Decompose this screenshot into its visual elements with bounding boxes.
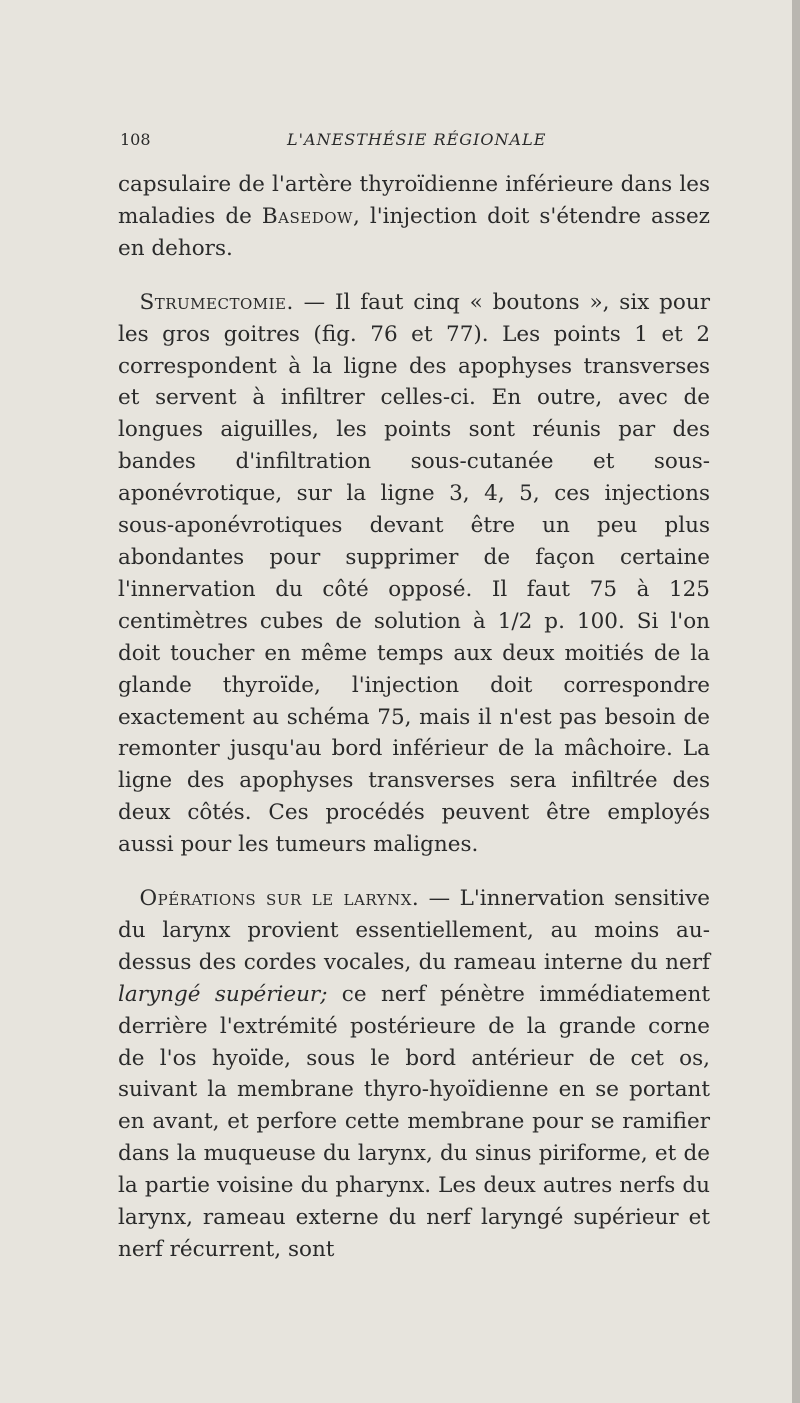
running-head xyxy=(120,130,710,154)
body-text xyxy=(118,169,710,1266)
paragraph-text: ce nerf pénètre immédiatement derrière l'extrémité postérieure de la grande corne de l'os hyoïde, sous le bord antérieur de cet os, suivant la membrane thyro-hyoïdienne en se portant en avant, et perfore cette membrane pour se ramifier dans la muqueuse du larynx, du sinus piriforme, et de la partie voisine du pharynx. Les deux autres nerfs du larynx, rameau externe du nerf laryngé supérieur et nerf récurrent, sont xyxy=(118,981,710,1262)
paragraph-strumectomie xyxy=(118,287,710,861)
paragraph-text: — Il faut cinq « boutons », six pour les gros goitres (fig. 76 et 77). Les points 1 et 2 correspondent à la ligne des apophyses transverses et servent à infiltrer celles-ci. En outre, avec de longues aiguilles, les points sont réunis par des bandes d'infiltration sous-cutanée et sous-aponévrotique, sur la ligne 3, 4, 5, ces injections sous-aponévrotiques devant être un peu plus abondantes pour supprimer de façon certaine l'innervation du côté opposé. Il faut 75 à 125 centimètres cubes de solution à 1/2 p. 100. Si l'on doit toucher en même temps aux deux moitiés de la glande thyroïde, l'injection doit correspondre exactement au schéma 75, mais il n'est pas besoin de remonter jusqu'au bord inférieur de la mâchoire. La ligne des apophyses transverses sera infiltrée des deux côtés. Ces procédés peuvent être employés aussi pour les tumeurs malignes. xyxy=(118,289,710,858)
page-number: 108 xyxy=(120,130,151,149)
section-heading-larynx: Opérations sur le larynx. xyxy=(139,886,420,912)
paragraph-spacer xyxy=(118,861,710,883)
paragraph-text: — L'innervation sensitive du larynx provient essentiellement, au moins au-dessus des cordes vocales, du rameau interne du nerf xyxy=(118,886,710,975)
paragraph-larynx xyxy=(118,883,710,1266)
paragraph-spacer xyxy=(118,265,710,287)
author-name: Basedow xyxy=(261,203,353,229)
section-heading-strumectomie: Strumectomie. xyxy=(139,289,294,315)
running-title: L'ANESTHÉSIE RÉGIONALE xyxy=(287,130,547,149)
paragraph-text: capsulaire de l'artère thyroïdienne inférieure dans les maladies de xyxy=(118,172,710,229)
italic-term: laryngé supérieur; xyxy=(118,981,328,1007)
paragraph-basedow xyxy=(118,169,710,265)
page-edge xyxy=(792,0,800,1403)
paragraph-text: , l'injection doit s'étendre assez en dehors. xyxy=(118,203,710,261)
